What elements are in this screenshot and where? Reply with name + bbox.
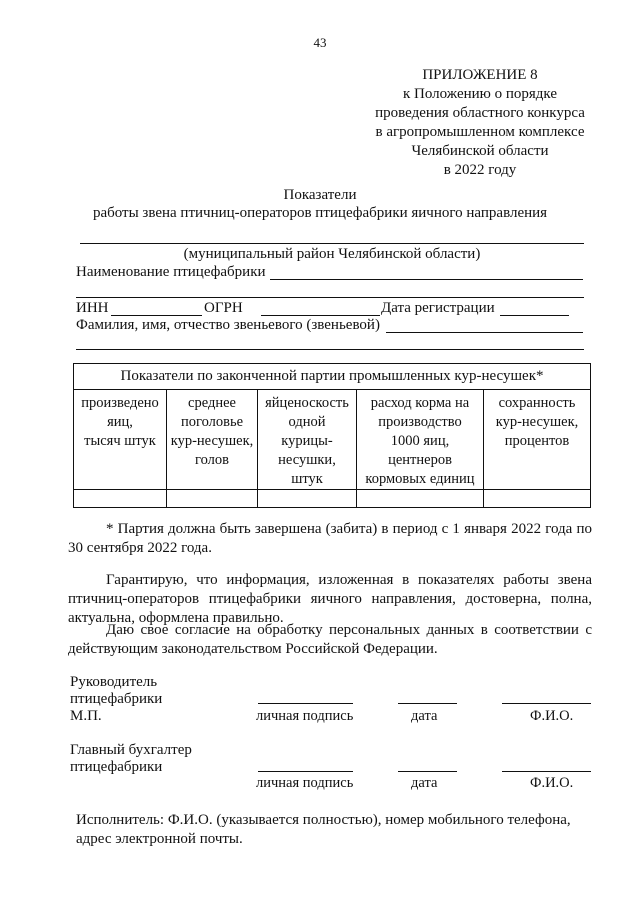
column-average-hens: среднее поголовье кур-несушек, голов [167,390,258,490]
consent-text: Даю свое согласие на обработку персональных данных в соответствии с действующим законодательством Российской Федерации. [68,622,592,657]
factory-name-field-continued[interactable] [76,297,584,298]
inn-field[interactable] [111,315,202,316]
leader-name-field-continued[interactable] [76,349,584,350]
document-subtitle: работы звена птичниц-операторов птицефабрики яичного направления [92,205,548,221]
stamp-label: М.П. [70,708,102,724]
appendix-line: в агропромышленном комплексе [375,124,585,140]
accountant-signature-caption: личная подпись [256,775,354,791]
table-cell-input[interactable] [167,490,258,508]
appendix-block [360,66,600,180]
table-cell-input[interactable] [484,490,591,508]
registration-date-field[interactable] [500,315,569,316]
head-title-line: Руководитель [70,674,158,690]
footnote-text: * Партия должна быть завершена (забита) в период с 1 января 2022 года по 30 сентября 2022 года. [68,521,592,556]
indicators-table [73,363,591,508]
accountant-name-line[interactable] [502,771,591,772]
executor-text: Исполнитель: Ф.И.О. (указывается полностью), номер мобильного телефона, адрес электронной почты. [76,812,571,847]
table-input-row [74,490,591,508]
registration-date-label: Дата регистрации [381,300,495,316]
column-eggs-produced: произведено яиц, тысяч штук [74,390,167,490]
document-title: Показатели [283,187,357,203]
appendix-line: Челябинской области [411,143,549,159]
district-caption: (муниципальный район Челябинской области) [183,246,481,262]
table-cell-input[interactable] [74,490,167,508]
head-signature-caption: личная подпись [256,708,354,724]
district-field-line[interactable] [80,243,584,244]
accountant-title-line: Главный бухгалтер [70,742,192,758]
column-feed-consumption: расход корма на производство 1000 яиц, центнеров кормовых единиц [357,390,484,490]
column-egg-production-rate: яйценоскость одной курицы- несушки, штук [258,390,357,490]
accountant-date-caption: дата [411,775,438,791]
accountant-date-line[interactable] [398,771,457,772]
head-date-caption: дата [411,708,438,724]
ogrn-field[interactable] [261,315,380,316]
leader-name-field[interactable] [386,332,583,333]
appendix-line: к Положению о порядке [403,86,557,102]
head-signature-line[interactable] [258,703,353,704]
column-hen-survival: сохранность кур-несушек, процентов [484,390,591,490]
accountant-title-line: птицефабрики [70,759,163,775]
head-name-caption: Ф.И.О. [530,708,574,724]
appendix-line: в 2022 году [443,162,517,178]
accountant-name-caption: Ф.И.О. [530,775,574,791]
leader-name-label: Фамилия, имя, отчество звеньевого (звеньевой) [76,317,380,333]
appendix-line: проведения областного конкурса [375,105,585,121]
table-cell-input[interactable] [258,490,357,508]
guarantee-text: Гарантирую, что информация, изложенная в показателях работы звена птичниц-операторов птицефабрики яичного направления, достоверна, полна, актуальна, оформлена правильно. [68,572,592,626]
accountant-signature-line[interactable] [258,771,353,772]
factory-name-field[interactable] [270,279,583,280]
page-number: 43 [313,35,327,50]
table-header: Показатели по законченной партии промышленных кур-несушек* [74,364,591,390]
head-date-line[interactable] [398,703,457,704]
head-title-line: птицефабрики [70,691,163,707]
inn-label: ИНН [76,300,109,316]
ogrn-label: ОГРН [204,300,243,316]
head-name-line[interactable] [502,703,591,704]
table-cell-input[interactable] [357,490,484,508]
appendix-title: ПРИЛОЖЕНИЕ 8 [422,67,538,83]
factory-name-label: Наименование птицефабрики [76,264,266,280]
